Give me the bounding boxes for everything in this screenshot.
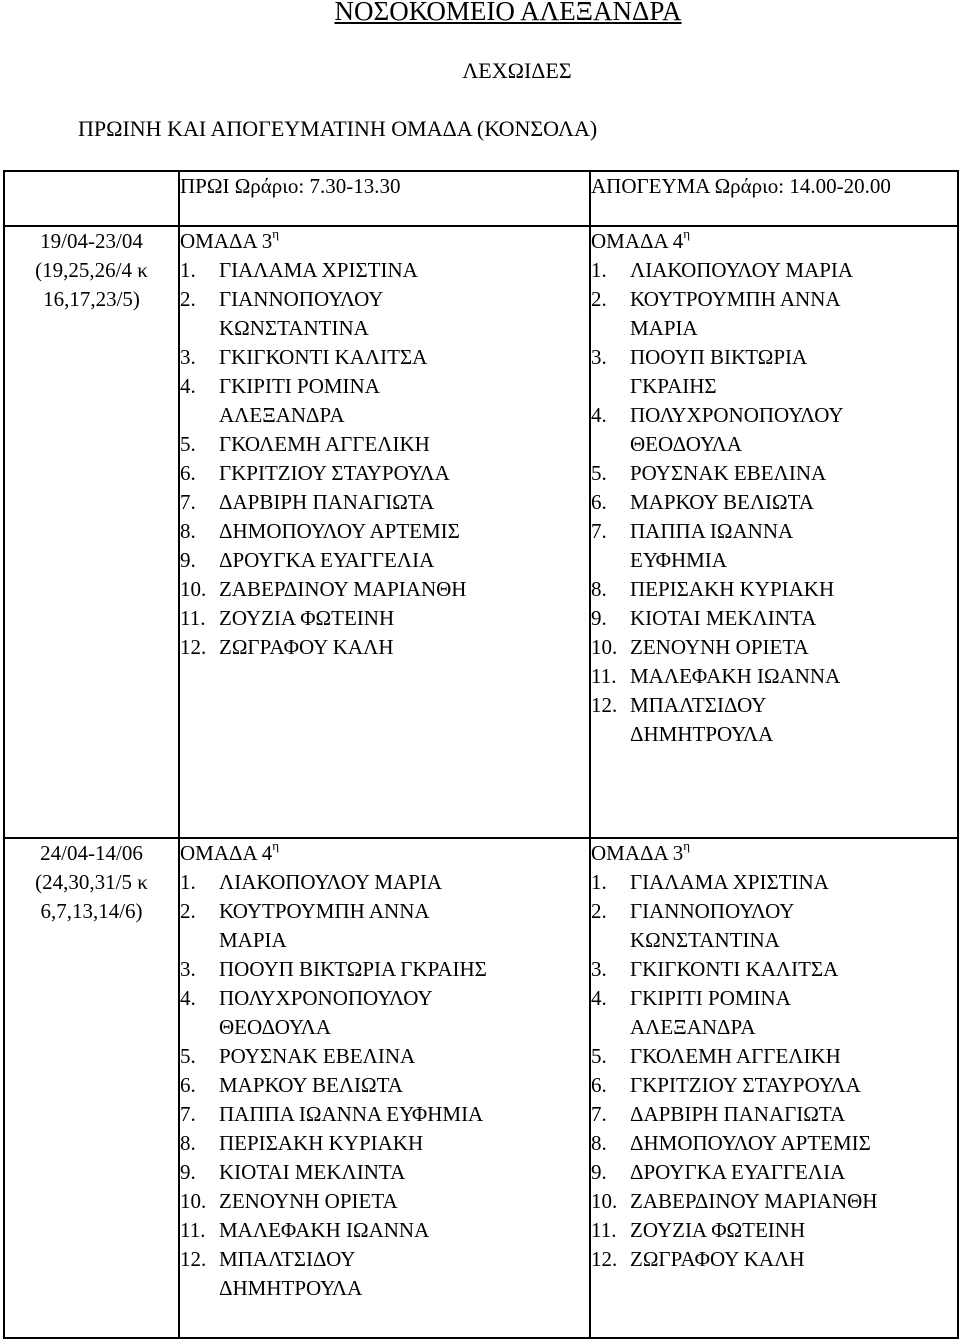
list-item: 12. ΜΠΑΛΤΣΙΔΟΥ ΔΗΜΗΤΡΟΥΛΑ: [591, 693, 774, 746]
member-list: [591, 868, 957, 1274]
list-item: 3. ΠΟΟΥΠ ΒΙΚΤΩΡΙΑ ΓΚΡΑΙΗΣ: [180, 957, 487, 981]
list-item: 11. ΖΟΥΖΙΑ ΦΩΤΕΙΝΗ: [591, 1218, 806, 1242]
afternoon-label: ΑΠΟΓΕΥΜΑ: [591, 174, 710, 198]
list-item: 6. ΜΑΡΚΟΥ ΒΕΛΙΩΤΑ: [180, 1073, 403, 1097]
afternoon-header-text: [591, 172, 911, 201]
list-item: 2. ΚΟΥΤΡΟΥΜΠΗ ΑΝΝΑ ΜΑΡΙΑ: [591, 287, 840, 340]
table-row: [4, 838, 958, 1338]
list-item: 6. ΓΚΡΙΤΖΙΟΥ ΣΤΑΥΡΟΥΛΑ: [591, 1073, 861, 1097]
list-item: 7. ΠΑΠΠΑ ΙΩΑΝΝΑ ΕΥΦΗΜΙΑ: [591, 519, 793, 572]
list-item: 9. ΚΙΟΤΑΙ ΜΕΚΛΙΝΤΑ: [180, 1160, 406, 1184]
schedule-table: [3, 170, 959, 1339]
list-item: 8. ΠΕΡΙΣΑΚΗ ΚΥΡΙΑΚΗ: [591, 577, 835, 601]
list-item: 8. ΔΗΜΟΠΟΥΛΟΥ ΑΡΤΕΜΙΣ: [591, 1131, 871, 1155]
morning-group-cell: [179, 226, 590, 838]
group-title: ΟΜΑΔΑ $4^\eta$: [180, 838, 280, 865]
date-cell: [4, 838, 179, 1338]
list-item: 11. ΜΑΛΕΦΑΚΗ ΙΩΑΝΝΑ: [180, 1218, 430, 1242]
table-row: [4, 226, 958, 838]
afternoon-header: [590, 171, 958, 226]
table-header-row: [4, 171, 958, 226]
list-item: 10. ΖΑΒΕΡΔΙΝΟΥ ΜΑΡΙΑΝΘΗ: [591, 1189, 878, 1213]
list-item: 11. ΜΑΛΕΦΑΚΗ ΙΩΑΝΝΑ: [591, 664, 841, 688]
list-item: 7. ΠΑΠΠΑ ΙΩΑΝΝΑ ΕΥΦΗΜΙΑ: [180, 1102, 484, 1126]
list-item: 2. ΚΟΥΤΡΟΥΜΠΗ ΑΝΝΑ ΜΑΡΙΑ: [180, 899, 429, 952]
list-item: 5. ΡΟΥΣΝΑΚ ΕΒΕΛΙΝΑ: [180, 1044, 416, 1068]
list-item: 3. ΓΚΙΓΚΟΝΤΙ ΚΑΛΙΤΣΑ: [591, 957, 839, 981]
group-title: ΟΜΑΔΑ $3^\eta$: [591, 838, 691, 865]
member-list: [180, 868, 589, 1303]
list-item: 1. ΛΙΑΚΟΠΟΥΛΟΥ ΜΑΡΙΑ: [591, 258, 854, 282]
section-title: ΠΡΩΙΝΗ ΚΑΙ ΑΠΟΓΕΥΜΑΤΙΝΗ ΟΜΑΔΑ (ΚΟΝΣΟΛΑ): [78, 116, 598, 141]
date-range: 24/04-14/06: [40, 841, 143, 865]
dates-detail: (19,25,26/4 κ 16,17,23/5): [35, 258, 148, 311]
list-item: 4. ΓΚΙΡΙΤΙ ΡΟΜΙΝΑ ΑΛΕΞΑΝΔΡΑ: [591, 986, 790, 1039]
afternoon-group-cell: [590, 226, 958, 838]
list-item: 10. ΖΑΒΕΡΔΙΝΟΥ ΜΑΡΙΑΝΘΗ: [180, 577, 467, 601]
list-item: 1. ΓΙΑΛΑΜΑ ΧΡΙΣΤΙΝΑ: [591, 870, 829, 894]
list-item: 6. ΓΚΡΙΤΖΙΟΥ ΣΤΑΥΡΟΥΛΑ: [180, 461, 450, 485]
list-item: 9. ΔΡΟΥΓΚΑ ΕΥΑΓΓΕΛΙΑ: [591, 1160, 846, 1184]
list-item: 10. ΖΕΝΟΥΝΗ ΟΡΙΕΤΑ: [180, 1189, 398, 1213]
list-item: 4. ΠΟΛΥΧΡΟΝΟΠΟΥΛΟΥ ΘΕΟΔΟΥΛΑ: [180, 986, 432, 1039]
list-item: 4. ΠΟΛΥΧΡΟΝΟΠΟΥΛΟΥ ΘΕΟΔΟΥΛΑ: [591, 403, 843, 456]
dates-detail: (24,30,31/5 κ 6,7,13,14/6): [35, 870, 148, 923]
list-item: 5. ΓΚΟΛΕΜΗ ΑΓΓΕΛΙΚΗ: [180, 432, 430, 456]
afternoon-group-cell: [590, 838, 958, 1338]
list-item: 3. ΠΟΟΥΠ ΒΙΚΤΩΡΙΑ ΓΚΡΑΙΗΣ: [591, 345, 807, 398]
list-item: 8. ΠΕΡΙΣΑΚΗ ΚΥΡΙΑΚΗ: [180, 1131, 424, 1155]
list-item: 5. ΓΚΟΛΕΜΗ ΑΓΓΕΛΙΚΗ: [591, 1044, 841, 1068]
list-item: 8. ΔΗΜΟΠΟΥΛΟΥ ΑΡΤΕΜΙΣ: [180, 519, 460, 543]
morning-group-cell: [179, 838, 590, 1338]
list-item: 9. ΚΙΟΤΑΙ ΜΕΚΛΙΝΤΑ: [591, 606, 817, 630]
list-item: 3. ΓΚΙΓΚΟΝΤΙ ΚΑΛΙΤΣΑ: [180, 345, 428, 369]
list-item: 2. ΓΙΑΝΝΟΠΟΥΛΟΥ ΚΩΝΣΤΑΝΤΙΝΑ: [591, 899, 794, 952]
list-item: 12. ΜΠΑΛΤΣΙΔΟΥ ΔΗΜΗΤΡΟΥΛΑ: [180, 1247, 363, 1300]
department-title: ΛΕΧΩΙΔΕΣ: [462, 58, 572, 83]
list-item: 11. ΖΟΥΖΙΑ ΦΩΤΕΙΝΗ: [180, 606, 395, 630]
group-title: ΟΜΑΔΑ $4^\eta$: [591, 226, 691, 253]
list-item: 5. ΡΟΥΣΝΑΚ ΕΒΕΛΙΝΑ: [591, 461, 827, 485]
date-cell: [4, 226, 179, 838]
header-empty-cell: [4, 171, 179, 226]
morning-label: ΠΡΩΙ: [180, 174, 230, 198]
list-item: 2. ΓΙΑΝΝΟΠΟΥΛΟΥ ΚΩΝΣΤΑΝΤΙΝΑ: [180, 287, 383, 340]
date-range: 19/04-23/04: [40, 229, 143, 253]
list-item: 6. ΜΑΡΚΟΥ ΒΕΛΙΩΤΑ: [591, 490, 814, 514]
morning-hours: Ωράριο: 7.30-13.30: [234, 174, 401, 198]
list-item: 12. ΖΩΓΡΑΦΟΥ ΚΑΛΗ: [180, 635, 394, 659]
list-item: 10. ΖΕΝΟΥΝΗ ΟΡΙΕΤΑ: [591, 635, 809, 659]
member-list: [180, 256, 589, 662]
list-item: 1. ΓΙΑΛΑΜΑ ΧΡΙΣΤΙΝΑ: [180, 258, 418, 282]
list-item: 4. ΓΚΙΡΙΤΙ ΡΟΜΙΝΑ ΑΛΕΞΑΝΔΡΑ: [180, 374, 379, 427]
afternoon-hours: Ωράριο: 14.00-20.00: [714, 174, 891, 198]
list-item: 12. ΖΩΓΡΑΦΟΥ ΚΑΛΗ: [591, 1247, 805, 1271]
hospital-title: ΝΟΣΟΚΟΜΕΙΟ ΑΛΕΞΑΝΔΡΑ: [334, 0, 682, 26]
list-item: 7. ΔΑΡΒΙΡΗ ΠΑΝΑΓΙΩΤΑ: [591, 1102, 846, 1126]
group-title: ΟΜΑΔΑ $3^\eta$: [180, 226, 280, 253]
member-list: [591, 256, 957, 749]
morning-header: [179, 171, 590, 226]
list-item: 7. ΔΑΡΒΙΡΗ ΠΑΝΑΓΙΩΤΑ: [180, 490, 435, 514]
list-item: 1. ΛΙΑΚΟΠΟΥΛΟΥ ΜΑΡΙΑ: [180, 870, 443, 894]
list-item: 9. ΔΡΟΥΓΚΑ ΕΥΑΓΓΕΛΙΑ: [180, 548, 435, 572]
